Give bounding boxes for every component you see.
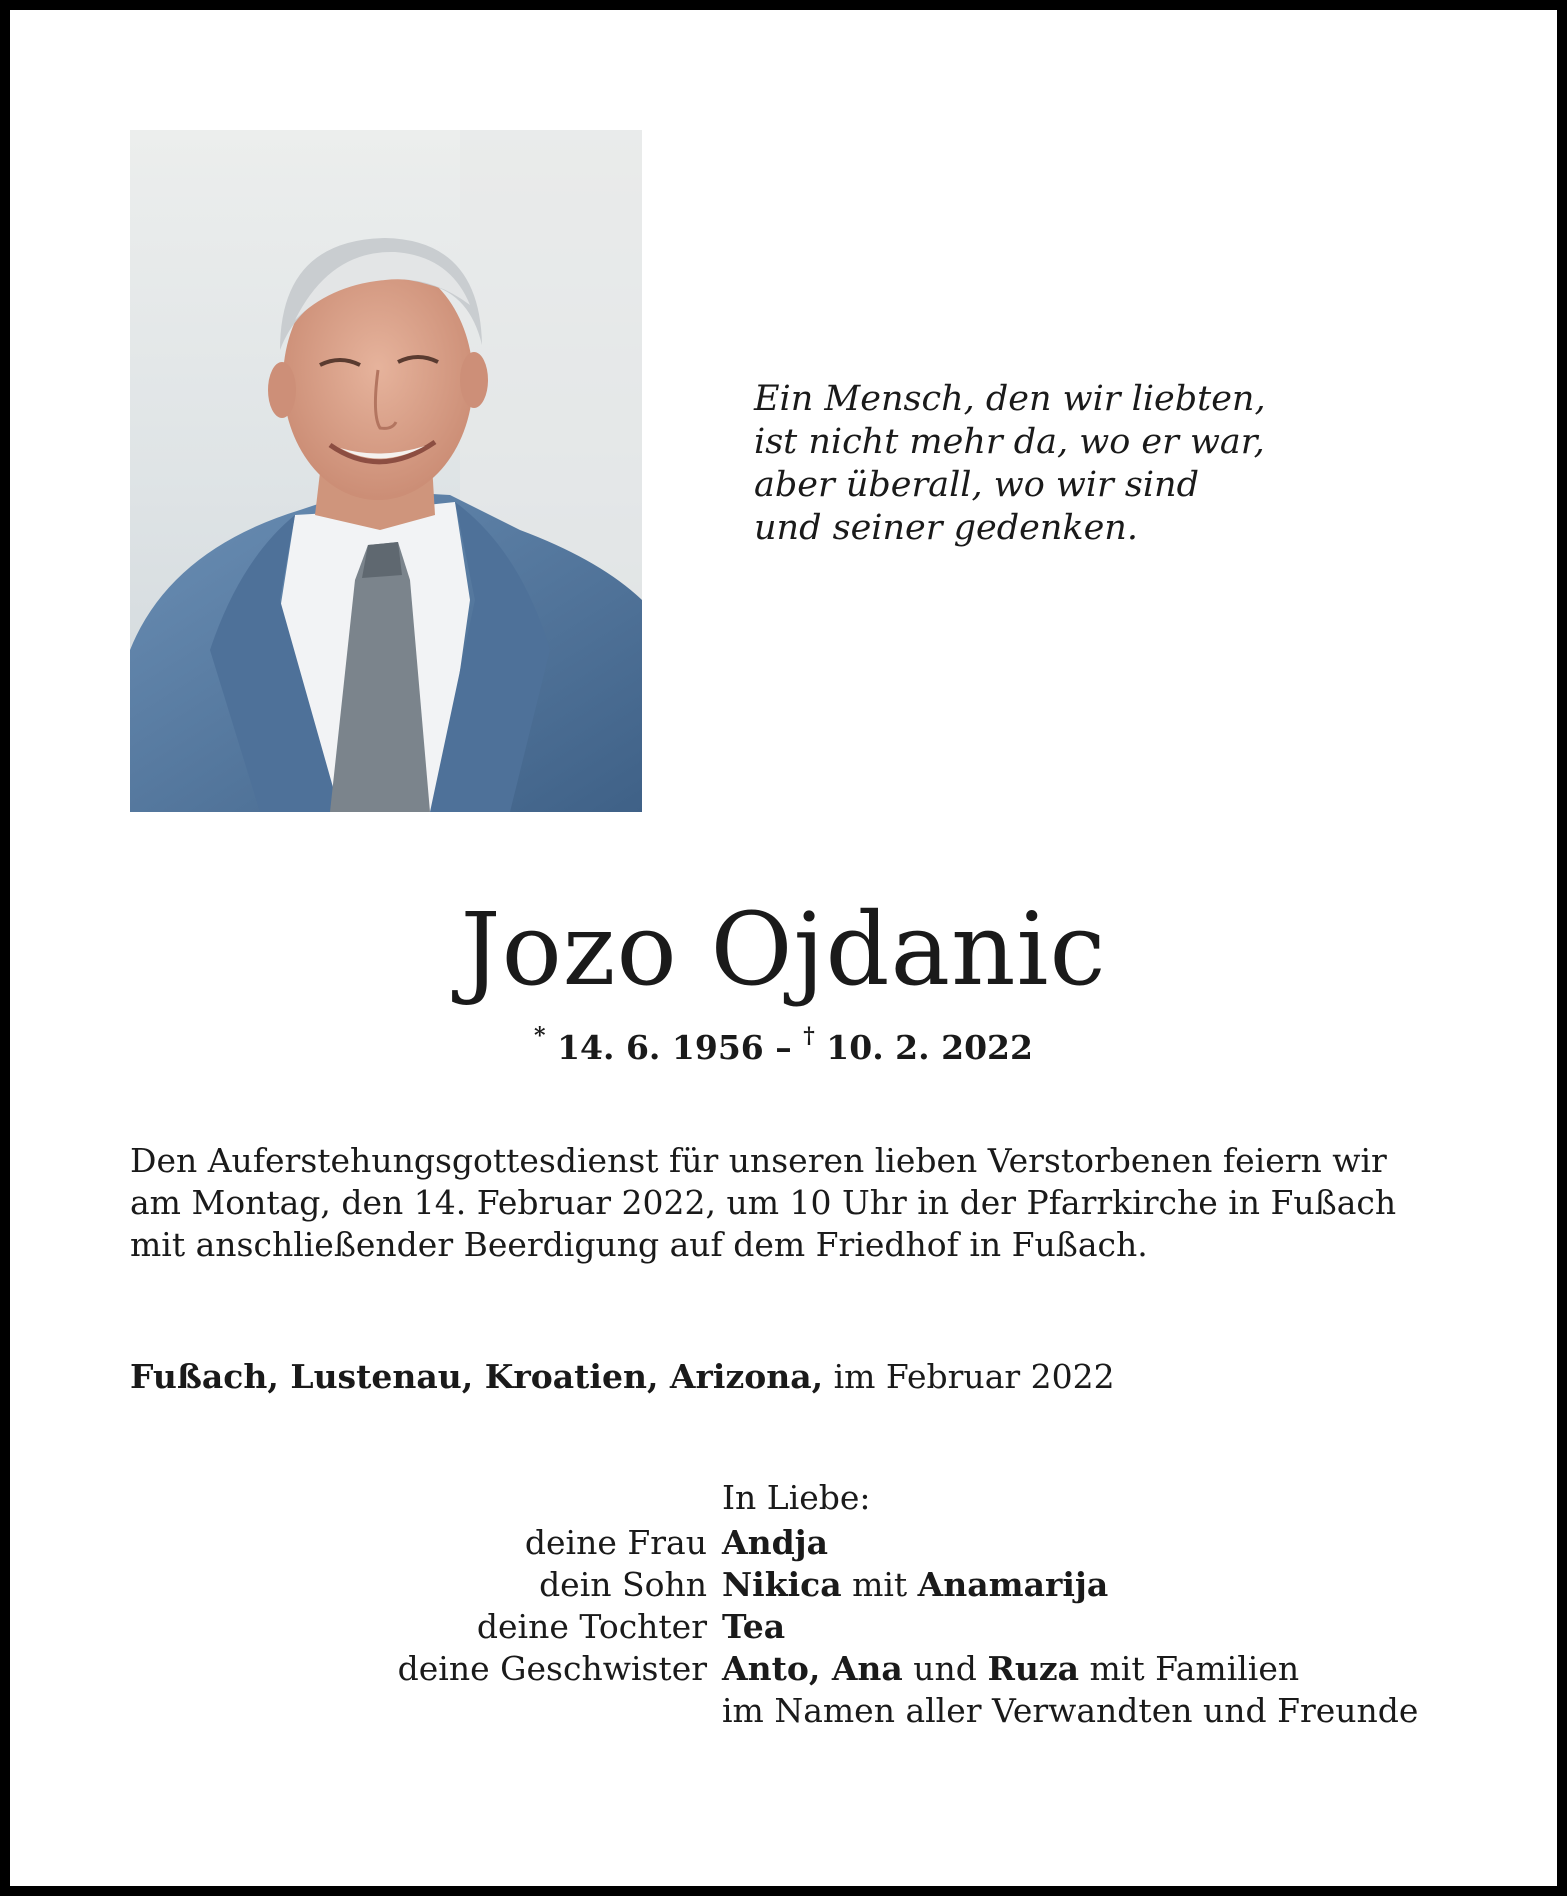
mourner-name: Anamarija	[917, 1565, 1109, 1604]
quote-line: ist nicht mehr da, wo er war,	[754, 422, 1265, 462]
mourner-names	[722, 1564, 1108, 1606]
mourner-relation: deine Frau	[524, 1523, 707, 1562]
in-love-intro: In Liebe:	[722, 1478, 871, 1517]
birth-star-icon: *	[534, 1023, 546, 1049]
death-date: 10. 2. 2022	[826, 1028, 1033, 1067]
mourner-names	[722, 1522, 828, 1564]
quote-line: aber überall, wo wir sind	[754, 465, 1200, 505]
mourner-row	[10, 1606, 1557, 1648]
mourner-name: Ruza	[987, 1649, 1079, 1688]
memorial-quote	[754, 378, 1266, 550]
mourner-row	[10, 1522, 1557, 1564]
places-and-date	[130, 1355, 1115, 1399]
mourner-name: Nikica	[722, 1565, 842, 1604]
mourner-relation: deine Geschwister	[397, 1649, 707, 1688]
date-separator: –	[775, 1028, 792, 1067]
mourner-connector: mit	[841, 1565, 918, 1604]
mourner-connector: mit Familien	[1078, 1649, 1300, 1688]
funeral-service-text	[130, 1140, 1460, 1266]
birth-date: 14. 6. 1956	[557, 1028, 764, 1067]
obituary-page	[10, 10, 1557, 1886]
service-line: am Montag, den 14. Februar 2022, um 10 Uhr in der Pfarrkirche in Fußach	[130, 1183, 1397, 1222]
portrait-photo	[130, 130, 642, 812]
mourner-name: Anto, Ana	[722, 1649, 903, 1688]
service-line: mit anschließender Beerdigung auf dem Friedhof in Fußach.	[130, 1225, 1148, 1264]
mourner-name: Tea	[722, 1607, 786, 1646]
mourner-names	[722, 1648, 1299, 1690]
mourner-name: Andja	[722, 1523, 828, 1562]
places-list: Fußach, Lustenau, Kroatien, Arizona,	[130, 1357, 824, 1396]
mourner-connector: und	[902, 1649, 988, 1688]
mourner-row	[10, 1564, 1557, 1606]
mourner-relation: dein Sohn	[539, 1565, 707, 1604]
mourner-names	[722, 1606, 785, 1648]
portrait-illustration	[130, 130, 642, 812]
life-dates	[10, 1018, 1557, 1070]
mourner-names	[722, 1690, 1418, 1732]
deceased-name: Jozo Ojdanic	[460, 891, 1107, 1008]
mourner-row	[10, 1690, 1557, 1732]
service-line: Den Auferstehungsgottesdienst für unseren lieben Verstorbenen feiern wir	[130, 1141, 1387, 1180]
quote-line: und seiner gedenken.	[754, 508, 1138, 548]
mourner-connector: im Namen aller Verwandten und Freunde	[722, 1691, 1419, 1730]
mourner-row	[10, 1648, 1557, 1690]
quote-line: Ein Mensch, den wir liebten,	[754, 379, 1266, 419]
mourner-relation: deine Tochter	[476, 1607, 707, 1646]
notice-date: im Februar 2022	[833, 1357, 1115, 1396]
death-cross-icon: †	[803, 1023, 815, 1049]
